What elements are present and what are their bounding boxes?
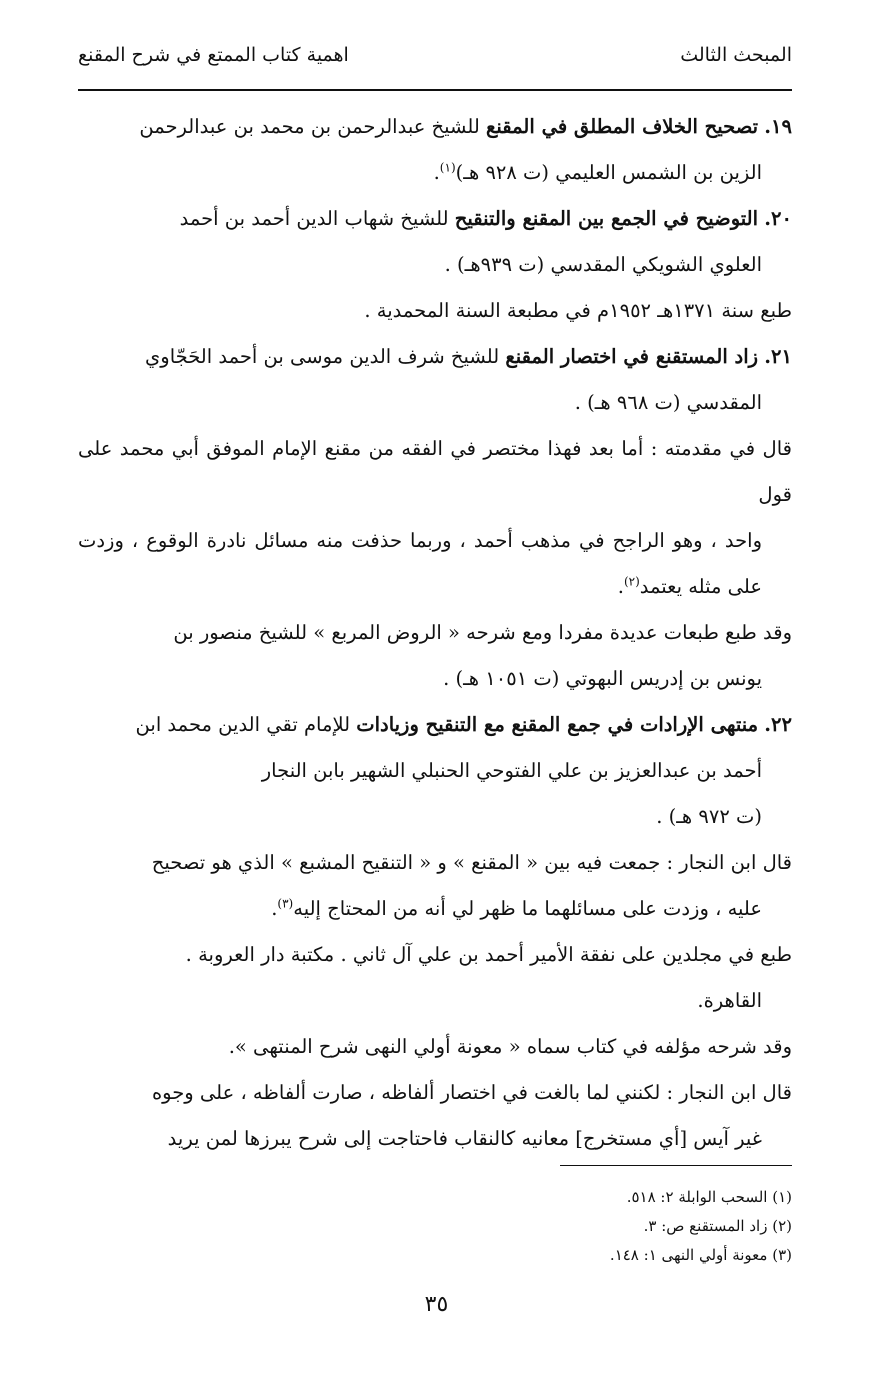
header-rule	[78, 89, 792, 91]
item-end: .	[433, 161, 440, 184]
book-title: التوضيح في الجمع بين المقنع والتنقيح	[454, 207, 759, 230]
note-continuation: القاهرة.	[697, 989, 762, 1012]
quote-continuation	[78, 886, 792, 932]
item-text: للشيخ شرف الدين موسى بن أحمد الحَجّاوي	[145, 345, 500, 368]
quote-introduction	[78, 426, 792, 610]
footnote-ref[interactable]: (٣)	[277, 896, 294, 911]
item-cont-text: أحمد بن عبدالعزيز بن علي الفتوحي الحنبلي الشهير بابن النجار	[261, 759, 762, 782]
book-title: منتهى الإرادات في جمع المقنع مع التنقيح وزيادات	[356, 713, 759, 736]
header-title: اهمية كتاب الممتع في شرح المقنع	[78, 44, 349, 66]
footnote-2: (٢) زاد المستقنع ص: ٣.	[643, 1217, 792, 1235]
item-continuation	[78, 748, 792, 840]
book-title: زاد المستقنع في اختصار المقنع	[505, 345, 759, 368]
print-note	[78, 932, 792, 1024]
item-continuation: المقدسي (ت ٩٦٨ هـ) .	[574, 391, 762, 414]
quote-continuation	[78, 518, 792, 610]
item-text: للشيخ شهاب الدين أحمد بن أحمد	[179, 207, 449, 230]
quote-line: قال ابن النجار : جمعت فيه بين « المقنع » و « التنقيح المشبع » الذي هو تصحيح	[151, 851, 792, 874]
item-20	[78, 196, 792, 288]
main-text	[78, 104, 792, 1162]
item-continuation	[78, 150, 792, 196]
item-22	[78, 702, 792, 840]
item-number: ٢١.	[764, 345, 792, 368]
quote-line: واحد ، وهو الراجح في مذهب أحمد ، وربما حذفت منه مسائل نادرة	[206, 529, 762, 552]
item-cont-date: (ت ٩٧٢ هـ) .	[656, 805, 762, 828]
quote-end: .	[617, 575, 624, 598]
quote-line: قال ابن النجار : لكنني لما بالغت في اختصار ألفاظه ، صارت ألفاظه ، على وجوه	[151, 1081, 792, 1104]
item-text: للإمام تقي الدين محمد ابن	[135, 713, 351, 736]
footnote-3: (٣) معونة أولي النهى ١: ١٤٨.	[609, 1246, 792, 1264]
page-number: ٣٥	[424, 1292, 449, 1317]
quote-line: قال في مقدمته : أما بعد فهذا مختصر في الفقه من مقنع الإمام الموفق أبي محمد على قول	[78, 437, 792, 506]
footnote-ref[interactable]: (١)	[439, 160, 456, 175]
item-19	[78, 104, 792, 196]
commentary-note: وقد شرحه مؤلفه في كتاب سماه « معونة أولي النهى شرح المنتهى ».	[228, 1035, 792, 1058]
item-continuation: العلوي الشويكي المقدسي (ت ٩٣٩هـ) .	[444, 253, 762, 276]
quote-line: الوقوع ، وزدت على مثله يعتمد	[78, 529, 762, 598]
note-line: طبع في مجلدين على نفقة الأمير أحمد بن علي آل ثاني . مكتبة دار العروبة .	[185, 943, 792, 966]
quote-ibn-najjar	[78, 840, 792, 932]
quote-end: .	[271, 897, 278, 920]
print-note	[78, 610, 792, 702]
item-number: ٢٢.	[764, 713, 792, 736]
print-note: طبع سنة ١٣٧١هـ ١٩٥٢م في مطبعة السنة المحمدية .	[364, 299, 792, 322]
item-text: للشيخ عبدالرحمن بن محمد بن عبدالرحمن	[139, 115, 480, 138]
quote-continuation: غير آيس [أي مستخرج] معانيه كالنقاب فاحتاجت إلى شرح يبرزها لمن يريد	[167, 1127, 762, 1150]
quote-ibn-najjar-2	[78, 1070, 792, 1162]
footnote-rule	[560, 1165, 792, 1166]
quote-line: عليه ، وزدت على مسائلهما ما ظهر لي أنه من المحتاج إليه	[293, 897, 762, 920]
footnote-ref[interactable]: (٢)	[623, 574, 640, 589]
header-chapter: المبحث الثالث	[680, 44, 792, 66]
item-number: ١٩.	[764, 115, 792, 138]
footnote-1: (١) السحب الوابلة ٢: ٥١٨.	[626, 1188, 792, 1206]
item-number: ٢٠.	[764, 207, 792, 230]
note-line: وقد طبع طبعات عديدة مفردا ومع شرحه « الروض المربع » للشيخ منصور بن	[173, 621, 792, 644]
footnotes	[78, 1183, 792, 1270]
item-21	[78, 334, 792, 426]
item-cont-text: الزين بن الشمس العليمي (ت ٩٢٨ هـ)	[455, 161, 762, 184]
book-title: تصحيح الخلاف المطلق في المقنع	[486, 115, 759, 138]
note-continuation: يونس بن إدريس البهوتي (ت ١٠٥١ هـ) .	[443, 667, 762, 690]
running-header	[78, 44, 792, 84]
